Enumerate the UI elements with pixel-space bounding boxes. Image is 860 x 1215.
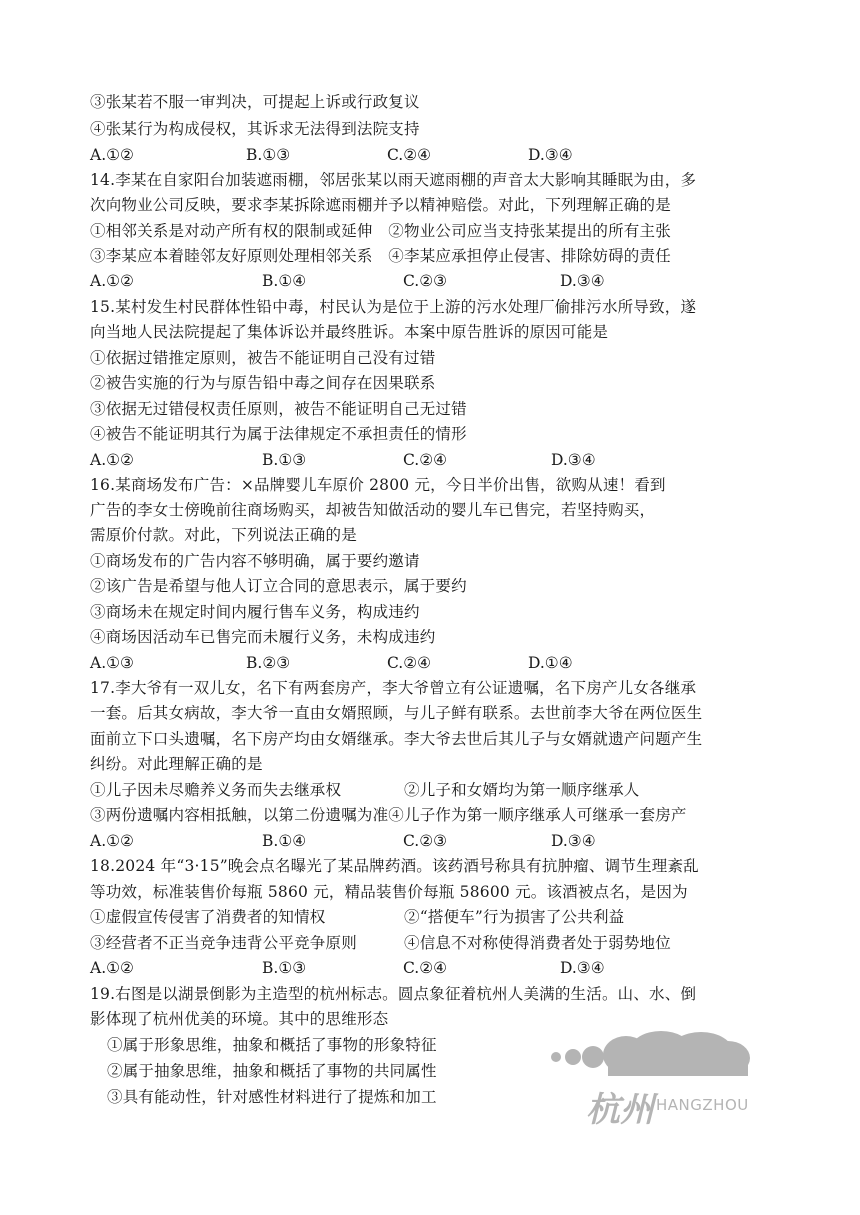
q16-stem-line-3: 需原价付款。对此，下列说法正确的是: [90, 526, 357, 544]
option-a: A.①②: [90, 451, 134, 469]
option-d: D.③④: [551, 451, 596, 469]
logo-latin-text: HANGZHOU: [656, 1096, 749, 1114]
q14-stem-line-2: 次向物业公司反映，要求李某拆除遮雨棚并予以精神赔偿。对此，下列理解正确的是: [90, 196, 671, 214]
q19-stem-line-1: 19.右图是以湖景倒影为主造型的杭州标志。圆点象征着杭州人美满的生活。山、水、倒: [90, 985, 697, 1003]
q15-statement-3: ③依据无过错侵权责任原则，被告不能证明自己无过错: [90, 400, 467, 418]
option-c: C.②④: [403, 451, 448, 469]
option-a: A.①③: [90, 654, 134, 672]
option-b: B.①③: [246, 146, 291, 164]
option-d: D.③④: [560, 959, 605, 977]
q16-statement-2: ②该广告是希望与他人订立合同的意思表示，属于要约: [90, 577, 467, 595]
option-c: C.②④: [387, 654, 432, 672]
q15-statement-2: ②被告实施的行为与原告铅中毒之间存在因果联系: [90, 374, 436, 392]
q17-stem-line-4: 纠纷。对此理解正确的是: [90, 755, 263, 773]
q15-stem-line-1: 15.某村发生村民群体性铅中毒，村民认为是位于上游的污水处理厂偷排污水所导致，遂: [90, 298, 697, 316]
q17-stem-line-3: 面前立下口头遗嘱，名下房产均由女婿继承。李大爷去世后其儿子与女婿就遗产问题产生: [90, 730, 703, 748]
q15-stem-line-2: 向当地人民法院提起了集体诉讼并最终胜诉。本案中原告胜诉的原因可能是: [90, 323, 609, 341]
q19-stem-line-2: 影体现了杭州优美的环境。其中的思维形态: [90, 1010, 389, 1028]
q16-stem-line-1: 16.某商场发布广告：×品牌婴儿车原价 2800 元，今日半价出售，欲购从速！看到: [90, 476, 666, 494]
option-a: A.①②: [90, 272, 134, 290]
option-b: B.①③: [262, 959, 307, 977]
q17-stem-line-1: 17.李大爷有一双儿女，名下有两套房产，李大爷曾立有公证遗嘱，名下房产儿女各继承: [90, 679, 697, 697]
hangzhou-logo: [548, 1030, 758, 1130]
q16-statement-3: ③商场未在规定时间内履行售车义务，构成违约: [90, 603, 420, 621]
q18-statements-3-4: ③经营者不正当竞争违背公平竞争原则 ④信息不对称使得消费者处于弱势地位: [90, 934, 671, 952]
q19-statement-3: ③具有能动性，针对感性材料进行了提炼和加工: [107, 1088, 437, 1106]
q14-stem-line-1: 14.李某在自家阳台加装遮雨棚，邻居张某以雨天遮雨棚的声音太大影响其睡眠为由，多: [90, 171, 697, 189]
option-d: D.①④: [528, 654, 573, 672]
option-c: C.②③: [403, 832, 448, 850]
option-b: B.②③: [246, 654, 291, 672]
q17-statements-1-2: ①儿子因未尽赡养义务而失去继承权 ②儿子和女婿均为第一顺序继承人: [90, 781, 640, 799]
q14-statements-1-2: ①相邻关系是对动产所有权的限制或延伸 ②物业公司应当支持张某提出的所有主张: [90, 222, 671, 240]
option-c: C.②④: [387, 146, 432, 164]
q18-statements-1-2: ①虚假宣传侵害了消费者的知情权 ②“搭便车”行为损害了公共利益: [90, 908, 625, 926]
option-b: B.①③: [262, 451, 307, 469]
option-d: D.③④: [528, 146, 573, 164]
option-c: C.②③: [403, 272, 448, 290]
q13-statement-4: ④张某行为构成侵权，其诉求无法得到法院支持: [90, 120, 420, 138]
option-b: B.①④: [262, 832, 307, 850]
option-a: A.①②: [90, 146, 134, 164]
hangzhou-logo-dots-icon: [548, 1030, 758, 1085]
q17-statements-3-4: ③两份遗嘱内容相抵触，以第二份遗嘱为准④儿子作为第一顺序继承人可继承一套房产: [90, 806, 687, 824]
q15-statement-4: ④被告不能证明其行为属于法律规定不承担责任的情形: [90, 425, 467, 443]
q16-statement-1: ①商场发布的广告内容不够明确，属于要约邀请: [90, 552, 420, 570]
option-a: A.①②: [90, 832, 134, 850]
option-d: D.③④: [551, 832, 596, 850]
q18-stem-line-1: 18.2024 年“3·15”晚会点名曝光了某品牌药酒。该药酒号称具有抗肿瘤、调节生理紊乱: [90, 857, 699, 875]
option-a: A.①②: [90, 959, 134, 977]
q16-stem-line-2: 广告的李女士傍晚前往商场购买，却被告知做活动的婴儿车已售完，若坚持购买，: [90, 501, 656, 519]
q13-statement-3: ③张某若不服一审判决，可提起上诉或行政复议: [90, 93, 420, 111]
q14-statements-3-4: ③李某应本着睦邻友好原则处理相邻关系 ④李某应承担停止侵害、排除妨碍的责任: [90, 247, 671, 265]
q15-statement-1: ①依据过错推定原则，被告不能证明自己没有过错: [90, 349, 436, 367]
q16-statement-4: ④商场因活动车已售完而未履行义务，未构成违约: [90, 628, 436, 646]
logo-chinese-text: 杭州: [586, 1090, 654, 1130]
q18-stem-line-2: 等功效，标准装售价每瓶 5860 元，精品装售价每瓶 58600 元。该酒被点名，是因为: [90, 883, 688, 901]
q17-stem-line-2: 一套。后其女病故，李大爷一直由女婿照顾，与儿子鲜有联系。去世前李大爷在两位医生: [90, 704, 703, 722]
option-c: C.②④: [403, 959, 448, 977]
q19-statement-1: ①属于形象思维，抽象和概括了事物的形象特征: [107, 1036, 437, 1054]
option-d: D.③④: [560, 272, 605, 290]
option-b: B.①④: [262, 272, 307, 290]
q19-statement-2: ②属于抽象思维，抽象和概括了事物的共同属性: [107, 1062, 437, 1080]
